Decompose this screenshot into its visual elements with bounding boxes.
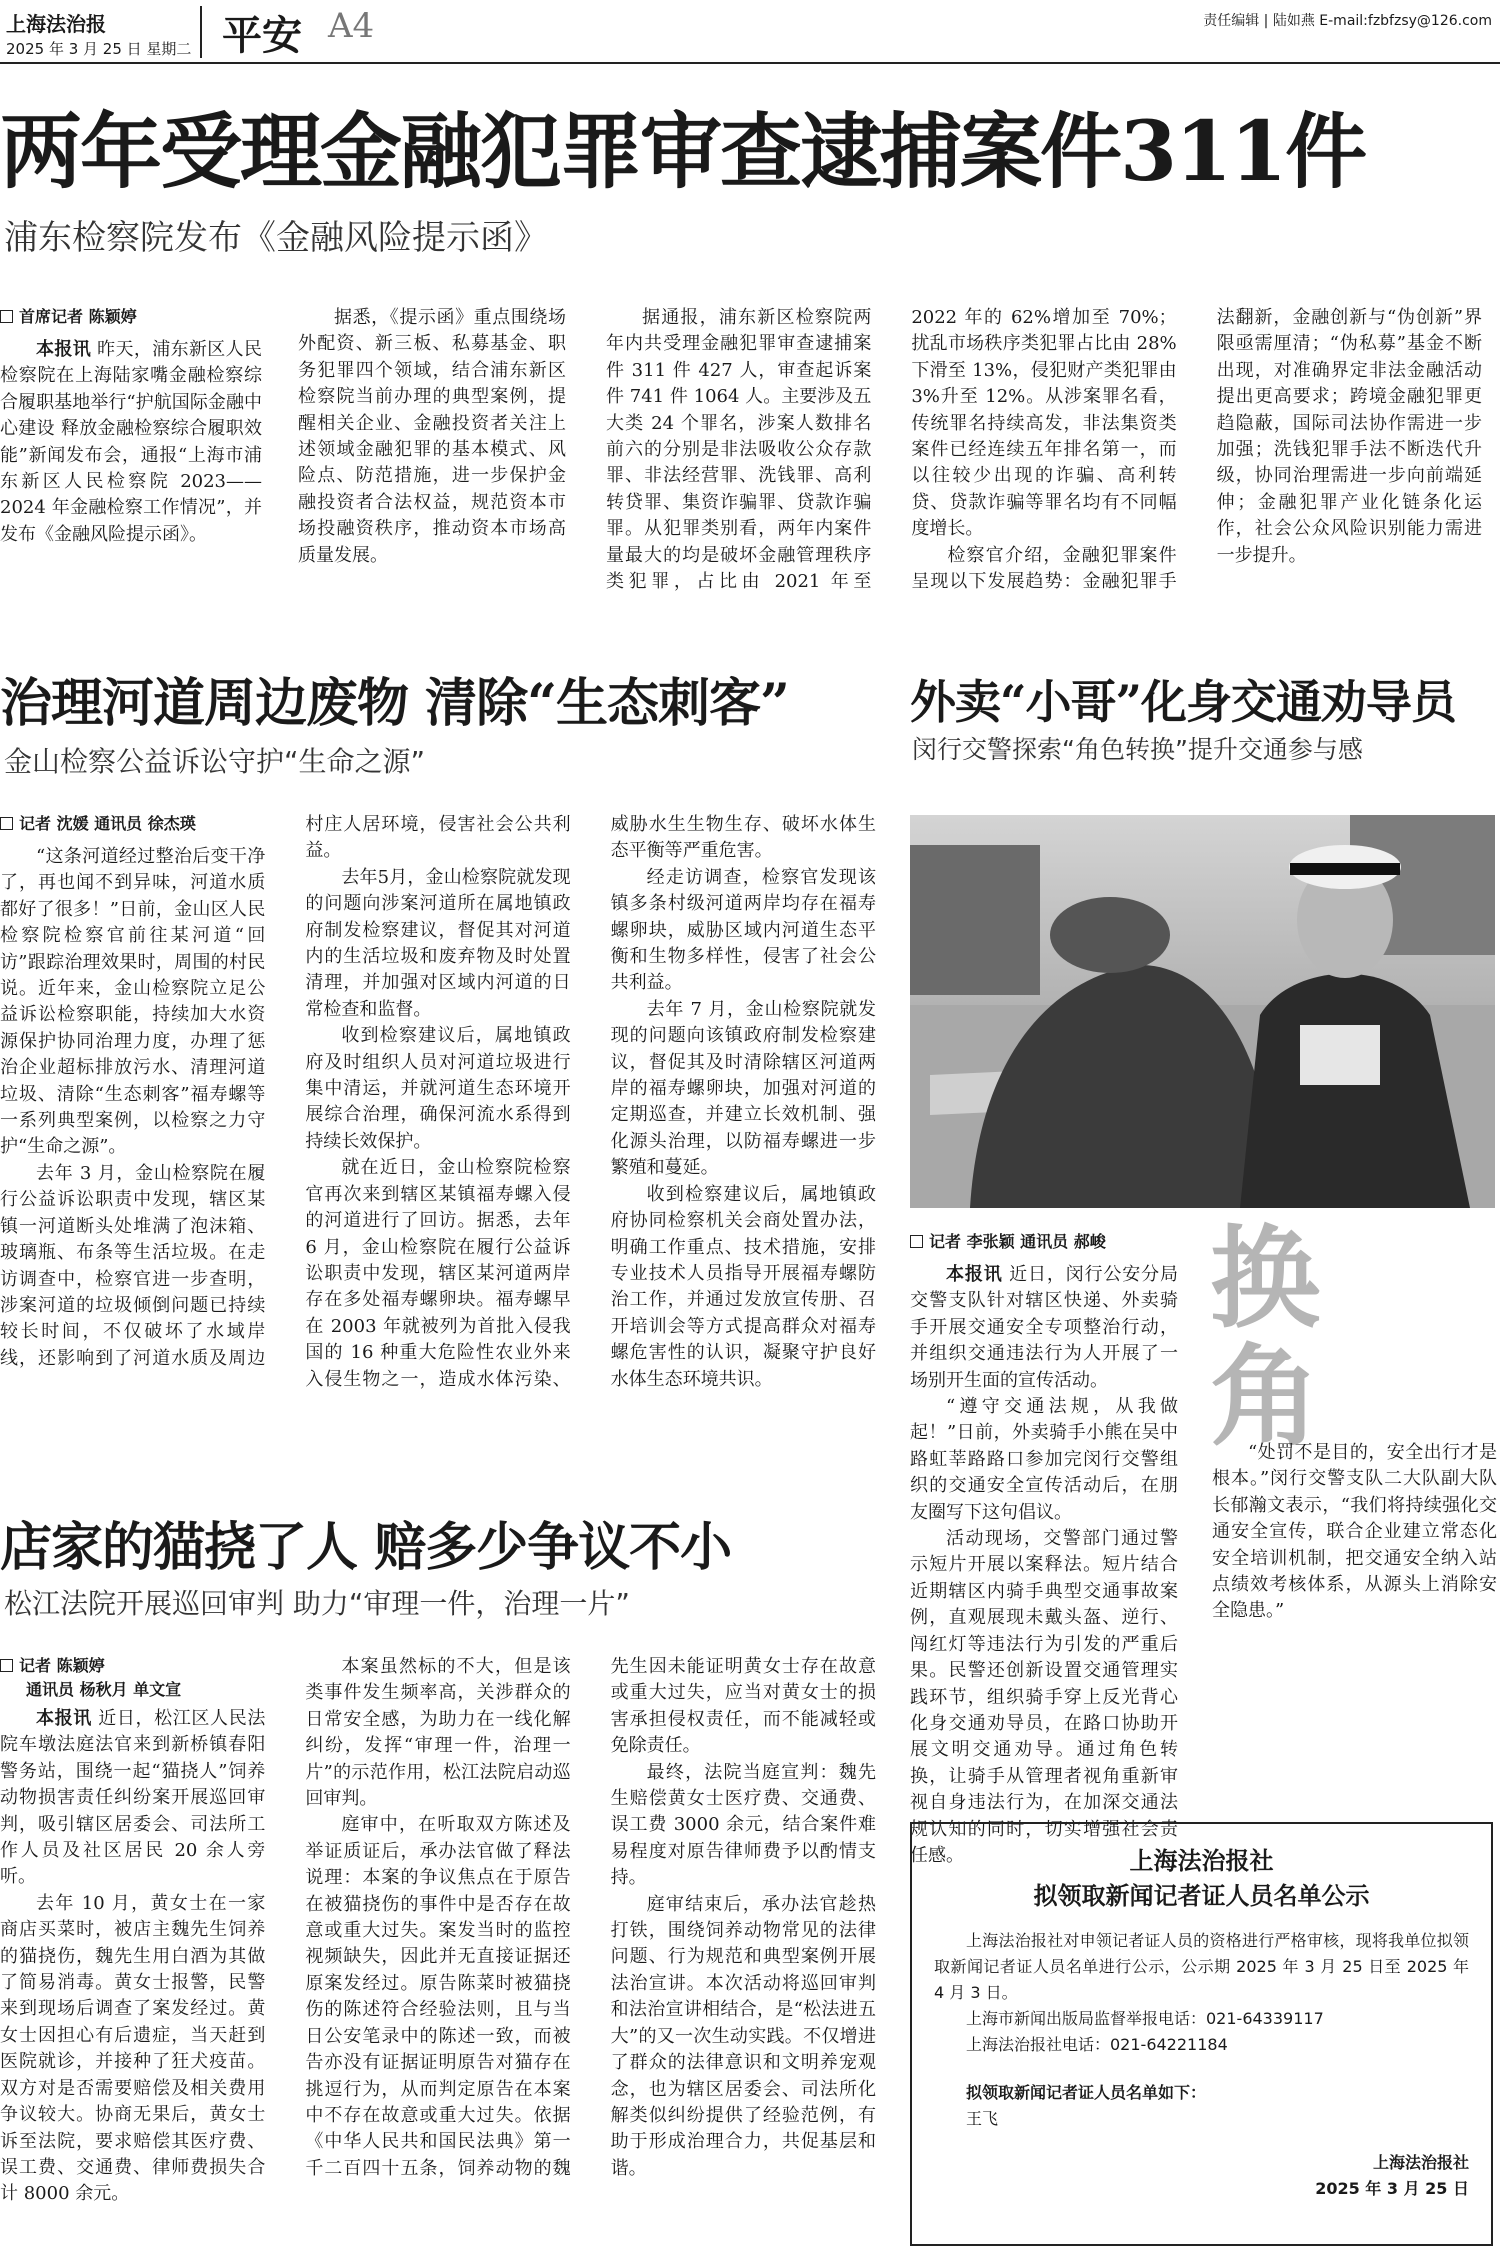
article3-subhead: 闵行交警探索“角色转换”提升交通参与感 xyxy=(912,735,1363,764)
article2-byline: 记者 沈媛 通讯员 徐杰瑛 xyxy=(0,812,265,836)
article3-photo xyxy=(910,815,1495,1208)
byline-square-icon xyxy=(0,1659,13,1672)
masthead-rule xyxy=(0,62,1500,64)
notice-name: 王飞 xyxy=(966,2109,999,2128)
article2-para6: 经走访调查，检察官发现该镇多条村级河道两岸均存在福寿螺卵块，威胁区域内河道生态平衡和生物多样性，侵害了社会公共利益。 xyxy=(610,866,876,994)
article4-byline: 记者 陈颖婷 通讯员 杨秋月 单文宣 xyxy=(0,1654,265,1702)
notice-sign: 上海法治报社 xyxy=(1372,2153,1469,2172)
notice-phone2: 上海法治报社电话：021-64221184 xyxy=(966,2035,1228,2054)
article3-col2 xyxy=(1212,1440,1497,1790)
article3-col1 xyxy=(910,1230,1178,1866)
article1-col3 xyxy=(606,305,1482,635)
article3-byline: 记者 李张颖 通讯员 郝峻 xyxy=(910,1230,1178,1254)
photo-illustration xyxy=(910,815,1495,1208)
article3-para3: 活动现场，交警部门通过警示短片开展以案释法。短片结合近期辖区内骑手典型交通事故案例，直观展现未戴头盔、逆行、闯红灯等违法行为引发的严重后果。民警还创新设置交通管理实践环节，组织骑手穿上反光背心化身交通劝导员，在路口协助开展文明交通劝导。通过角色转换，让骑手从管理者视角重新审视自身违法行为，在加深交通法规认知的同时，切实增强社会责任感。 xyxy=(910,1528,1178,1866)
article3-headline: 外卖“小哥”化身交通劝导员 xyxy=(910,675,1456,729)
article2-para8: 收到检察建议后，属地镇政府协同检察机关会商处置办法，明确工作重点、技术措施，安排专业技术人员指导开展福寿螺防治工作，并通过发放宣传册、召开培训会等方式提高群众对福寿螺危害性的认识，凝聚守护良好水体生态环境共识。 xyxy=(610,1183,876,1390)
masthead-divider xyxy=(200,6,202,58)
notice-body: 上海法治报社对申领记者证人员的资格进行严格审核，现将我单位拟领取新闻记者证人员名单进行公示，公示期 2025 年 3 月 25 日至 2025 年 4 月 3 日。 xyxy=(934,1931,1469,2002)
article4-para6: 庭审结束后，承办法官趁热打铁，围绕饲养动物常见的法律问题、行为规范和典型案例开展法治宣讲。本次活动将巡回审判和法治宣讲相结合，是“松法进五大”的又一次生动实践。不仅增进了群众的法律意识和文明养宠观念，也为辖区居委会、司法所化解类似纠纷提供了经验范例，有助于形成治理合力，共促基层和谐。 xyxy=(610,1893,876,2179)
article1-para3: 据通报，浦东新区检察院两年内共受理金融犯罪审查逮捕案件 311 件 427 人，审查起诉案件 741 件 1064 人。主要涉及五大类 24 个罪名，涉案人数排名前六的分别是非法吸收公众存款罪、非法经营罪、洗钱罪、高利转贷罪、集资诈骗罪、贷款诈骗罪。从犯罪类别看，两年内案件量最大的均是破坏金融管理秩序类犯罪，占比由 2021 年至 2022 年的 62%增加至 70%；扰乱市场秩序类犯罪占比由 28%下滑至 13%，侵犯财产类犯罪由 3%升至 12%。从涉案罪名看，传统罪名持续高发，非法集资类案件已经连续五年排名第一，而以往较少出现的诈骗、高利转贷、贷款诈骗等罪名均有不同幅度增长。 xyxy=(606,307,1177,593)
article2-subhead: 金山检察公益诉讼守护“生命之源” xyxy=(4,745,426,778)
article3-para1: 本报讯 近日，闵行公安分局交警支队针对辖区快递、外卖骑手开展交通安全专项整治行动，并组织交通违法行为人开展了一场别开生面的宣传活动。 xyxy=(910,1264,1178,1391)
article2-body xyxy=(0,812,876,1452)
article2-headline: 治理河道周边废物 清除“生态刺客” xyxy=(0,673,789,734)
notice-title1: 上海法治报社 xyxy=(1129,1847,1274,1875)
notice-title2: 拟领取新闻记者证人员名单公示 xyxy=(1033,1882,1370,1910)
byline-square-icon xyxy=(0,310,13,323)
article2-para4: 收到检察建议后，属地镇政府及时组织人员对河道垃圾进行集中清运，并就河道生态环境开展综合治理，确保河流水系得到持续长效保护。 xyxy=(305,1025,571,1152)
article3-para2: “遵守交通法规，从我做起！”日前，外卖骑手小熊在吴中路虹莘路路口参加完闵行交警组织的交通安全宣传活动后，在朋友圈写下这句倡议。 xyxy=(910,1396,1178,1523)
notice-sign-date: 2025 年 3 月 25 日 xyxy=(1315,2179,1469,2198)
article1-para1: 本报讯 昨天，浦东新区人民检察院在上海陆家嘴金融检察综合履职基地举行“护航国际金融中心建设 释放金融检察综合履职效能”新闻发布会，通报“上海市浦东新区人民检察院 2023——2024 年金融检察工作情况”，并发布《金融风险提示函》。 xyxy=(0,339,262,545)
article4-para3: 本案虽然标的不大，但是该类事件发生频率高，关涉群众的日常安全感，为助力在一线化解纠纷，发挥“审理一件，治理一片”的示范作用，松江法院启动巡回审判。 xyxy=(305,1656,571,1810)
article2-para2: 去年 3 月，金山检察院在履行公益诉讼职责中发现，辖区某镇一河道断头处堆满了泡沫箱、玻璃瓶、布条等生活垃圾。在走访调查中，检察官进一步查明，涉案河道的垃圾倾倒问题已持续较长时间，不仅破坏了水域岸线，还影响到了河道水质及周边村庄人居环境，侵害社会公共利益。 xyxy=(0,814,571,1369)
masthead-paper-name: 上海法治报 xyxy=(6,12,106,36)
masthead-date: 2025 年 3 月 25 日 星期二 xyxy=(6,40,192,58)
byline-square-icon xyxy=(910,1235,923,1248)
article4-para2: 去年 10 月，黄女士在一家商店买菜时，被店主魏先生饲养的猫挠伤，魏先生用白酒为其做了简易消毒。黄女士报警，民警来到现场后调查了案发经过。黄女士因担心有后遗症，当天赶到医院就诊，并接种了狂犬疫苗。双方对是否需要赔偿及相关费用争议较大。协商无果后，黄女士诉至法院，要求赔偿其医疗费、误工费、交通费、律师费损失合计 8000 余元。 xyxy=(0,1892,266,2205)
article2-para3: 去年5月，金山检察院就发现的问题向涉案河道所在属地镇政府制发检察建议，督促其对河道内的生活垃圾和废弃物及时处置清理，并加强对区域内河道的日常检查和监督。 xyxy=(305,866,571,1020)
article1-headline: 两年受理金融犯罪审查逮捕案件311件 xyxy=(0,104,1366,200)
byline-square-icon xyxy=(0,817,13,830)
article4-para4: 庭审中，在听取双方陈述及举证质证后，承办法官做了释法说理：本案的争议焦点在于原告在被猫挠伤的事件中是否存在故意或重大过失。案发当时的监控视频缺失，因此并无直接证据还原案发经过。原告陈菜时被猫挠伤的陈述符合经验法则，且与当日公安笔录中的陈述一致，而被告亦没有证据证明原告对猫存在挑逗行为，从而判定原告在本案中不存在故意或重大过失。依据《中华人民共和国民法典》第一千二百四十五条，饲养动物的魏先生因未能证明黄女士存在故意或重大过失，应当对黄女士的损害承担侵权责任，而不能减轻或免除责任。 xyxy=(305,1656,876,2179)
article1-col1 xyxy=(0,305,262,635)
editor-info: 责任编辑 | 陆如燕 E-mail:fzbfzsy@126.com xyxy=(1203,13,1492,29)
article2-para1: “这条河道经过整治后变干净了，再也闻不到异味，河道水质都好了很多！”日前，金山区人民检察院检察官前往某河道“回访”跟踪治理效果时，周围的村民说。近年来，金山检察院立足公益诉讼检察职能，持续加大水资源保护协同治理力度，办理了惩治企业超标排放污水、清理河道垃圾、清除“生态刺客”福寿螺等一系列典型案例，以检察之力守护“生命之源”。 xyxy=(0,846,266,1158)
article4-subhead: 松江法院开展巡回审判 助力“审理一件，治理一片” xyxy=(4,1587,630,1620)
article1-col2 xyxy=(298,305,566,635)
article4-headline: 店家的猫挠了人 赔多少争议不小 xyxy=(0,1517,732,1578)
article2-para7: 去年 7 月，金山检察院就发现的问题向该镇政府制发检察建议，督促其及时清除辖区河道两岸的福寿螺卵块，加强对河道的定期巡查，并建立长效机制、强化源头治理，以防福寿螺进一步繁殖和蔓延。 xyxy=(610,998,876,1179)
page-number: A4 xyxy=(328,6,375,46)
article4-body xyxy=(0,1654,876,2249)
notice-box xyxy=(910,1822,1493,2246)
article1-subhead: 浦东检察院发布《金融风险提示函》 xyxy=(4,218,548,258)
notice-phone1: 上海市新闻出版局监督举报电话：021-64339117 xyxy=(966,2009,1324,2028)
article3-para4: “处罚不是目的，安全出行才是根本。”闵行交警支队二大队副大队长郁瀚文表示，“我们将持续强化交通安全宣传，联合企业建立常态化安全培训机制，把交通安全纳入站点绩效考核体系，从源头上消除安全隐患。” xyxy=(1212,1442,1497,1622)
article2-para5: 就在近日，金山检察院检察官再次来到辖区某镇福寿螺入侵的河道进行了回访。据悉，去年 6 月，金山检察院在履行公益诉讼职责中发现，辖区某河道两岸存在多处福寿螺卵块。福寿螺早在 2003 年就被列为首批入侵我国的 16 种重大危险性农业外来入侵生物之一，造成水体污染、威胁水生生物生存、破坏水体生态平衡等严重危害。 xyxy=(305,814,876,1390)
article4-para1: 本报讯 近日，松江区人民法院车墩法庭法官来到新桥镇春阳警务站，围绕一起“猫挠人”饲养动物损害责任纠纷案开展巡回审判，吸引辖区居委会、司法所工作人员及社区居民 20 余人旁听。 xyxy=(0,1708,266,1888)
photo-watermark-char: 换角 xyxy=(1210,1214,1320,1461)
article1-byline: 首席记者 陈颖婷 xyxy=(0,305,262,329)
article1-para2: 据悉，《提示函》重点围绕场外配资、新三板、私募基金、职务犯罪四个领域，结合浦东新区检察院当前办理的典型案例，提醒相关企业、金融投资者关注上述领域金融犯罪的基本模式、风险点、防范措施，进一步保护金融投资者合法权益，规范资本市场投融资秩序，推动资本市场高质量发展。 xyxy=(298,307,566,566)
notice-list-label: 拟领取新闻记者证人员名单如下： xyxy=(966,2083,1207,2102)
article4-para5: 最终，法院当庭宣判：魏先生赔偿黄女士医疗费、交通费、误工费 3000 余元，结合案件难易程度对原告律师费予以酌情支持。 xyxy=(610,1761,876,1889)
article1-para4: 检察官介绍，金融犯罪案件呈现以下发展趋势：金融犯罪手法翻新，金融创新与“伪创新”界限亟需厘清；“伪私募”基金不断出现，对准确界定非法金融活动提出更高要求；跨境金融犯罪更趋隐蔽，国际司法协作需进一步加强；洗钱犯罪手法不断迭代升级，协同治理需进一步向前端延伸；金融犯罪产业化链条化运作，社会公众风险识别能力需进一步提升。 xyxy=(911,307,1482,593)
section-name: 平安 xyxy=(222,13,302,59)
